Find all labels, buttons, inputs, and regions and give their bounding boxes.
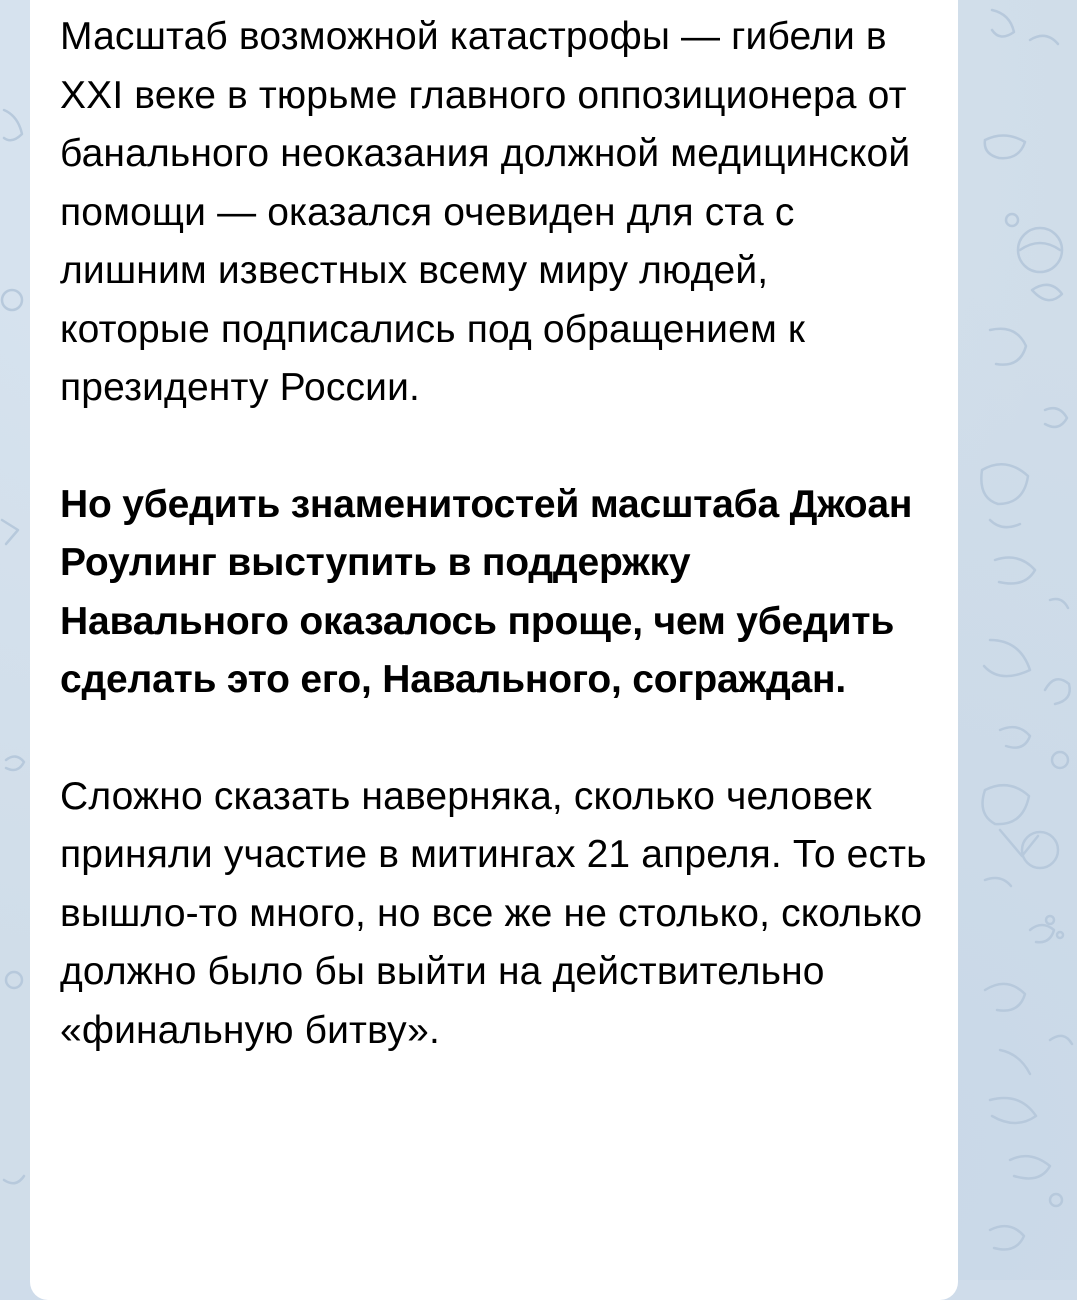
message-paragraph-2-bold: Но убедить знаменитостей масштаба Джоан Роулинг выступить в поддержку Навального оказалось проще, чем убедить сделать это его, Навального, сограждан. (60, 482, 913, 701)
message-paragraph-1: Масштаб возможной катастрофы — гибели в XXI веке в тюрьме главного оппозиционера от банального неоказания должной медицинской помощи — оказался очевиден для ста с лишним известных всему миру людей, которые подписались под обращением к президенту России. (60, 15, 911, 409)
message-paragraph-3: Сложно сказать наверняка, сколько человек приняли участие в митингах 21 апреля. То есть вышло-то много, но все же не столько, сколько должно было бы выйти на действительно «финальную битву». (60, 774, 927, 1052)
message-bubble (30, 0, 958, 1300)
